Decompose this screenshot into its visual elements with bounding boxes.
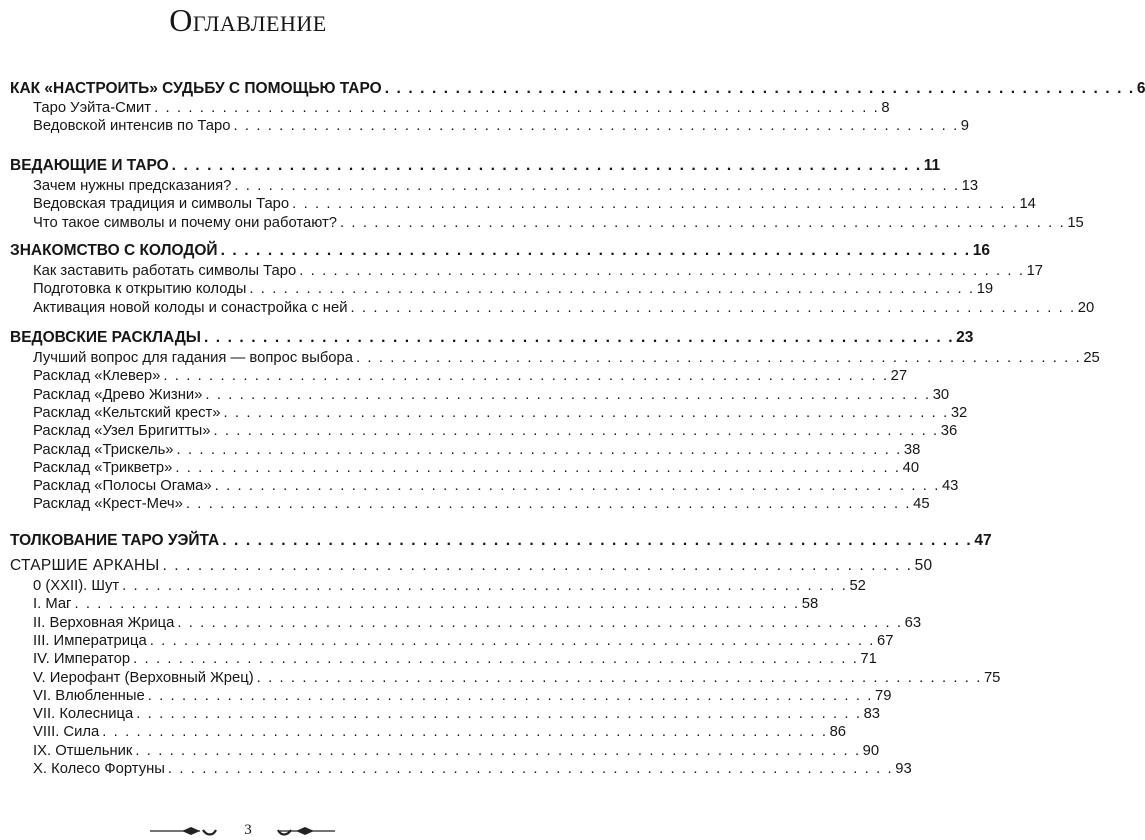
toc-entry-page: 36: [940, 423, 958, 440]
dot-leader: . . . . . . . . . . . . . . . . . . . . . . . . . . . . . . . . . . . . . . . . . . . . . . . . . . . . . . . . . . . . . . . .: [171, 157, 922, 174]
toc-entry: [33, 196, 1036, 214]
toc-heading-page: 11: [923, 157, 941, 174]
dot-leader: . . . . . . . . . . . . . . . . . . . . . . . . . . . . . . . . . . . . . . . . . . . . . . . . . . . . . . . . . . . . . . . .: [163, 368, 889, 385]
toc-entry-title: IX. Отшельник: [33, 742, 133, 759]
toc-entry: [33, 706, 881, 724]
dot-leader: . . . . . . . . . . . . . . . . . . . . . . . . . . . . . . . . . . . . . . . . . . . . . . . . . . . . . . . . . . . . . . . .: [223, 404, 949, 421]
toc-entry-page: 17: [1026, 263, 1044, 279]
page-number: 3: [244, 822, 252, 838]
dot-leader: . . . . . . . . . . . . . . . . . . . . . . . . . . . . . . . . . . . . . . . . . . . . . . . . . . . . . . . . . . . . . . . .: [149, 632, 876, 649]
toc-entry-title: Расклад «Узел Бригитты»: [33, 423, 211, 440]
toc-entry: [33, 614, 922, 633]
toc-entry: [33, 118, 970, 136]
toc-entry-page: 93: [895, 761, 912, 777]
toc-heading-page: 16: [972, 242, 990, 259]
toc-entry-title: VIII. Сила: [33, 724, 100, 741]
toc-entry-page: 32: [950, 404, 968, 421]
toc-entry-page: 90: [862, 742, 880, 759]
toc-entry-page: 14: [1019, 196, 1036, 213]
toc-entry: [33, 478, 959, 496]
dot-leader: . . . . . . . . . . . . . . . . . . . . . . . . . . . . . . . . . . . . . . . . . . . . . . . . . . . . . . . . . . . . . . . .: [384, 80, 1135, 97]
toc-entry-page: 43: [941, 478, 959, 495]
dot-leader: . . . . . . . . . . . . . . . . . . . . . . . . . . . . . . . . . . . . . . . . . . . . . . . . . . . . . . . . . . . . . . . .: [256, 669, 982, 686]
toc-entry-page: 9: [960, 118, 970, 135]
dot-leader: . . . . . . . . . . . . . . . . . . . . . . . . . . . . . . . . . . . . . . . . . . . . . . . . . . . . . . . . . . . . . . . .: [205, 386, 931, 403]
toc-entry-title: Активация новой колоды и сонастройка с ней: [33, 299, 348, 316]
toc-entry: [33, 742, 880, 761]
toc-heading-title: ЗНАКОМСТВО С КОЛОДОЙ: [10, 242, 218, 259]
toc-entry: [33, 100, 890, 118]
toc-entry-page: 71: [860, 651, 877, 668]
toc-entry-page: 15: [1067, 214, 1084, 231]
toc-entry-title: X. Колесо Фортуны: [33, 761, 165, 777]
toc-entry-title: Зачем нужны предсказания?: [33, 178, 232, 194]
dot-leader: . . . . . . . . . . . . . . . . . . . . . . . . . . . . . . . . . . . . . . . . . . . . . . . . . . . . . . . . . . . . . . . .: [214, 478, 940, 495]
toc-entry-title: VII. Колесница: [33, 706, 134, 723]
toc-entry-page: 79: [875, 687, 892, 704]
toc-heading: [10, 329, 974, 349]
toc-entry: [33, 632, 894, 651]
dot-leader: . . . . . . . . . . . . . . . . . . . . . . . . . . . . . . . . . . . . . . . . . . . . . . . . . . . . . . . . . . . . . . . .: [176, 441, 902, 458]
toc-entry: [33, 178, 979, 196]
toc-entry-page: 20: [1077, 299, 1095, 316]
page-title: Оглавление: [169, 2, 327, 38]
toc-entry-title: Как заставить работать символы Таро: [33, 263, 297, 279]
toc-entry: [33, 578, 866, 596]
dot-leader: . . . . . . . . . . . . . . . . . . . . . . . . . . . . . . . . . . . . . . . . . . . . . . . . . . . . . . . . . . . . . . . .: [175, 459, 901, 476]
toc-entry-page: 45: [913, 496, 930, 513]
toc-entry: [33, 441, 921, 460]
dot-leader: . . . . . . . . . . . . . . . . . . . . . . . . . . . . . . . . . . . . . . . . . . . . . . . . . . . . . . . . . . . . . . . .: [135, 742, 861, 759]
toc-heading-title: ВЕДОВСКИЕ РАСКЛАДЫ: [10, 329, 201, 346]
toc-heading-page: 6: [1136, 80, 1145, 97]
dot-leader: . . . . . . . . . . . . . . . . . . . . . . . . . . . . . . . . . . . . . . . . . . . . . . . . . . . . . . . . . . . . . . . .: [154, 100, 880, 116]
dot-leader: . . . . . . . . . . . . . . . . . . . . . . . . . . . . . . . . . . . . . . . . . . . . . . . . . . . . . . . . . . . . . . . .: [74, 596, 800, 613]
toc-entry: [33, 281, 994, 299]
dot-leader: . . . . . . . . . . . . . . . . . . . . . . . . . . . . . . . . . . . . . . . . . . . . . . . . . . . . . . . . . . . . . . . .: [340, 214, 1066, 231]
toc-entry: [33, 404, 968, 423]
toc-entry-page: 38: [903, 441, 921, 458]
toc-entry-title: Лучший вопрос для гадания — вопрос выбора: [33, 350, 353, 366]
dot-leader: . . . . . . . . . . . . . . . . . . . . . . . . . . . . . . . . . . . . . . . . . . . . . . . . . . . . . . . . . . . . . . . .: [222, 532, 973, 549]
dot-leader: . . . . . . . . . . . . . . . . . . . . . . . . . . . . . . . . . . . . . . . . . . . . . . . . . . . . . . . . . . . . . . . .: [136, 706, 862, 723]
toc-entry-page: 52: [849, 578, 866, 594]
toc-subsection-page: 50: [914, 557, 933, 574]
dot-leader: . . . . . . . . . . . . . . . . . . . . . . . . . . . . . . . . . . . . . . . . . . . . . . . . . . . . . . . . . . . . . . . .: [122, 578, 848, 594]
dot-leader: . . . . . . . . . . . . . . . . . . . . . . . . . . . . . . . . . . . . . . . . . . . . . . . . . . . . . . . . . . . . . . . .: [350, 299, 1076, 316]
toc-entry-title: II. Верховная Жрица: [33, 614, 175, 631]
toc-entry-page: 30: [932, 386, 950, 403]
toc-entry-page: 63: [904, 614, 922, 631]
toc-entry: [33, 669, 1001, 688]
toc-heading-page: 23: [956, 329, 974, 346]
dot-leader: . . . . . . . . . . . . . . . . . . . . . . . . . . . . . . . . . . . . . . . . . . . . . . . . . . . . . . . . . . . . . . . .: [185, 496, 912, 513]
toc-entry-title: Что такое символы и почему они работают?: [33, 214, 337, 231]
toc-entry: [33, 761, 912, 779]
toc-entry-title: Ведовская традиция и символы Таро: [33, 196, 290, 213]
toc-entry-title: V. Иерофант (Верховный Жрец): [33, 669, 254, 686]
toc-entry: [33, 386, 950, 405]
toc-entry: [33, 724, 847, 742]
toc-entry-title: VI. Влюбленные: [33, 687, 145, 704]
dot-leader: . . . . . . . . . . . . . . . . . . . . . . . . . . . . . . . . . . . . . . . . . . . . . . . . . . . . . . . . . . . . . . . .: [213, 423, 939, 440]
toc-entry: [33, 214, 1084, 233]
dot-leader: . . . . . . . . . . . . . . . . . . . . . . . . . . . . . . . . . . . . . . . . . . . . . . . . . . . . . . . . . . . . . . . .: [220, 242, 971, 259]
toc-entry-page: 58: [801, 596, 819, 613]
toc-entry-title: Расклад «Древо Жизни»: [33, 386, 203, 403]
toc-entry-title: Расклад «Кельтский крест»: [33, 404, 221, 421]
page-footer: [0, 818, 496, 840]
toc-entry-title: III. Императрица: [33, 632, 147, 649]
toc-entry-page: 83: [863, 706, 881, 723]
toc-entry-title: Расклад «Клевер»: [33, 368, 161, 385]
toc-entry: [33, 459, 920, 478]
toc-entry-page: 67: [877, 632, 894, 649]
dot-leader: . . . . . . . . . . . . . . . . . . . . . . . . . . . . . . . . . . . . . . . . . . . . . . . . . . . . . . . . . . . . . . . .: [162, 557, 913, 574]
dot-leader: . . . . . . . . . . . . . . . . . . . . . . . . . . . . . . . . . . . . . . . . . . . . . . . . . . . . . . . . . . . . . . . .: [102, 724, 828, 741]
toc-entry-title: Ведовской интенсив по Таро: [33, 118, 231, 135]
toc-subsection-title: СТАРШИЕ АРКАНЫ: [10, 557, 160, 574]
toc-entry-page: 8: [881, 100, 890, 116]
dot-leader: . . . . . . . . . . . . . . . . . . . . . . . . . . . . . . . . . . . . . . . . . . . . . . . . . . . . . . . . . . . . . . . .: [167, 761, 894, 777]
toc-entry-page: 13: [961, 178, 979, 194]
dot-leader: . . . . . . . . . . . . . . . . . . . . . . . . . . . . . . . . . . . . . . . . . . . . . . . . . . . . . . . . . . . . . . . .: [292, 196, 1018, 213]
toc-entry-page: 25: [1083, 350, 1100, 366]
dot-leader: . . . . . . . . . . . . . . . . . . . . . . . . . . . . . . . . . . . . . . . . . . . . . . . . . . . . . . . . . . . . . . . .: [177, 614, 903, 631]
toc-entry-title: Расклад «Трикветр»: [33, 459, 173, 476]
toc-entry: [33, 687, 892, 706]
toc-entry-title: IV. Император: [33, 651, 131, 668]
dot-leader: . . . . . . . . . . . . . . . . . . . . . . . . . . . . . . . . . . . . . . . . . . . . . . . . . . . . . . . . . . . . . . . .: [234, 178, 960, 194]
toc-entry-title: I. Маг: [33, 596, 72, 613]
toc-entry: [33, 423, 958, 441]
toc-heading: [10, 157, 941, 177]
toc-entry: [33, 368, 908, 386]
toc-entry-page: 40: [902, 459, 920, 476]
toc-heading: [10, 242, 990, 262]
toc-entry-title: 0 (XXII). Шут: [33, 578, 120, 594]
toc-entry: [33, 299, 1095, 318]
toc-heading: [10, 532, 992, 552]
toc-heading-title: КАК «НАСТРОИТЬ» СУДЬБУ С ПОМОЩЬЮ ТАРО: [10, 80, 382, 97]
toc-heading-page: 47: [974, 532, 992, 549]
toc-entry-page: 75: [983, 669, 1001, 686]
toc-heading: [10, 80, 1145, 100]
toc-entry-title: Расклад «Трискель»: [33, 441, 174, 458]
toc-entry-title: Таро Уэйта-Смит: [33, 100, 152, 116]
toc-entry-page: 19: [976, 281, 994, 298]
toc-entry-page: 27: [890, 368, 908, 385]
dot-leader: . . . . . . . . . . . . . . . . . . . . . . . . . . . . . . . . . . . . . . . . . . . . . . . . . . . . . . . . . . . . . . . .: [249, 281, 975, 298]
toc-entry: [33, 350, 1100, 368]
toc-entry: [33, 496, 930, 514]
dot-leader: . . . . . . . . . . . . . . . . . . . . . . . . . . . . . . . . . . . . . . . . . . . . . . . . . . . . . . . . . . . . . . . .: [233, 118, 959, 135]
toc-subsection: [10, 557, 933, 577]
dot-leader: . . . . . . . . . . . . . . . . . . . . . . . . . . . . . . . . . . . . . . . . . . . . . . . . . . . . . . . . . . . . . . . .: [356, 350, 1082, 366]
toc-entry-title: Подготовка к открытию колоды: [33, 281, 247, 298]
toc-entry: [33, 263, 1044, 281]
toc-heading-title: ТОЛКОВАНИЕ ТАРО УЭЙТА: [10, 532, 220, 549]
toc-heading-title: ВЕДАЮЩИЕ И ТАРО: [10, 157, 169, 174]
toc-entry-title: Расклад «Крест-Меч»: [33, 496, 183, 513]
toc-entry: [33, 651, 877, 669]
dot-leader: . . . . . . . . . . . . . . . . . . . . . . . . . . . . . . . . . . . . . . . . . . . . . . . . . . . . . . . . . . . . . . . .: [133, 651, 859, 668]
toc-entry-page: 86: [829, 724, 847, 741]
toc-entry-title: Расклад «Полосы Огама»: [33, 478, 212, 495]
toc-entry: [33, 596, 819, 614]
dot-leader: . . . . . . . . . . . . . . . . . . . . . . . . . . . . . . . . . . . . . . . . . . . . . . . . . . . . . . . . . . . . . . . .: [147, 687, 873, 704]
dot-leader: . . . . . . . . . . . . . . . . . . . . . . . . . . . . . . . . . . . . . . . . . . . . . . . . . . . . . . . . . . . . . . . .: [299, 263, 1025, 279]
dot-leader: . . . . . . . . . . . . . . . . . . . . . . . . . . . . . . . . . . . . . . . . . . . . . . . . . . . . . . . . . . . . . . . .: [203, 329, 955, 346]
